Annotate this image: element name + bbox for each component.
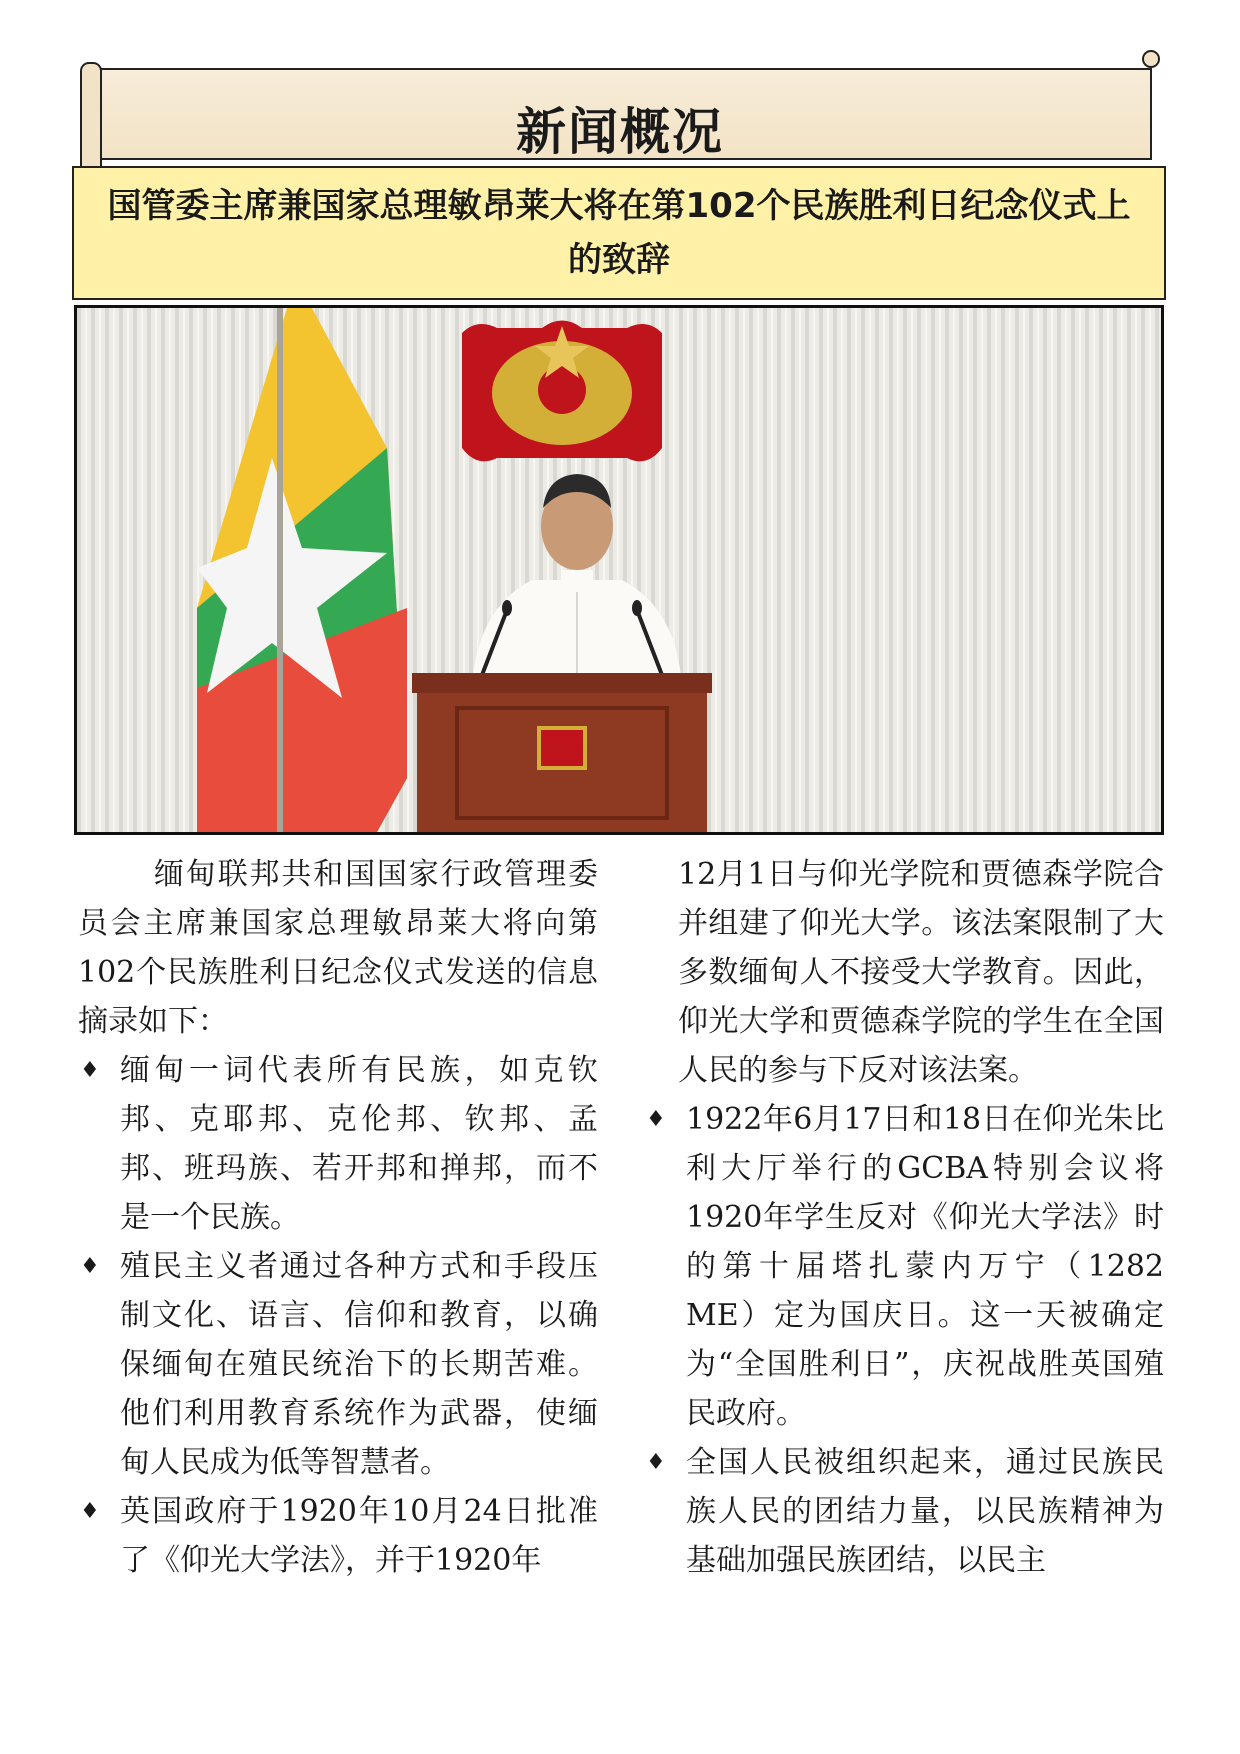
- article-column-left: [78, 850, 598, 1585]
- bullet-text: 全国人民被组织起来，通过民族民族人民的团结力量，以民族精神为基础加强民族团结，以民主: [686, 1445, 1164, 1578]
- bullet-diamond-icon: ♦: [646, 1107, 666, 1132]
- article-intro: 缅甸联邦共和国国家行政管理委员会主席兼国家总理敏昂莱大将向第102个民族胜利日纪念仪式发送的信息摘录如下：: [78, 857, 598, 1039]
- list-item: [644, 1095, 1164, 1438]
- bullet-diamond-icon: ♦: [646, 1450, 666, 1475]
- speech-photo-illustration: [77, 308, 1161, 832]
- list-item: [78, 1487, 598, 1585]
- bullet-diamond-icon: ♦: [80, 1499, 100, 1524]
- news-photo: [74, 305, 1164, 835]
- list-item: [644, 1438, 1164, 1585]
- bullet-text: 殖民主义者通过各种方式和手段压制文化、语言、信仰和教育，以确保缅甸在殖民统治下的长期苦难。他们利用教育系统作为武器，使缅甸人民成为低等智慧者。: [120, 1249, 598, 1480]
- list-item: [78, 1242, 598, 1487]
- continuation-body: 12月1日与仰光学院和贾德森学院合并组建了仰光大学。该法案限制了大多数缅甸人不接受大学教育。因此，仰光大学和贾德森学院的学生在全国人民的参与下反对该法案。: [678, 857, 1164, 1088]
- bullet-diamond-icon: ♦: [80, 1058, 100, 1083]
- bullet-diamond-icon: ♦: [80, 1254, 100, 1279]
- bullet-text: 1922年6月17日和18日在仰光朱比利大厅举行的GCBA特别会议将1920年学生反对《仰光大学法》时的第十届塔扎蒙内万宁（1282 ME）定为国庆日。这一天被确定为“全国胜利日”，庆祝战胜英国殖民政府。: [686, 1102, 1164, 1431]
- headline-box: [72, 166, 1166, 300]
- title-banner: [80, 62, 1160, 162]
- state-emblem: [462, 321, 662, 462]
- headline: 国管委主席兼国家总理敏昂莱大将在第102个民族胜利日纪念仪式上的致辞: [107, 186, 1131, 280]
- banner-title: 新闻概况: [516, 102, 724, 161]
- list-item: [78, 1046, 598, 1242]
- continuation-text: [644, 850, 1164, 1095]
- scroll-right-curl: [1142, 50, 1160, 68]
- podium: [412, 673, 712, 832]
- bullet-text: 英国政府于1920年10月24日批准了《仰光大学法》，并于1920年: [120, 1494, 598, 1578]
- article-column-right: [644, 850, 1164, 1585]
- bullet-text: 缅甸一词代表所有民族，如克钦邦、克耶邦、克伦邦、钦邦、孟邦、班玛族、若开邦和掸邦，而不是一个民族。: [120, 1053, 598, 1235]
